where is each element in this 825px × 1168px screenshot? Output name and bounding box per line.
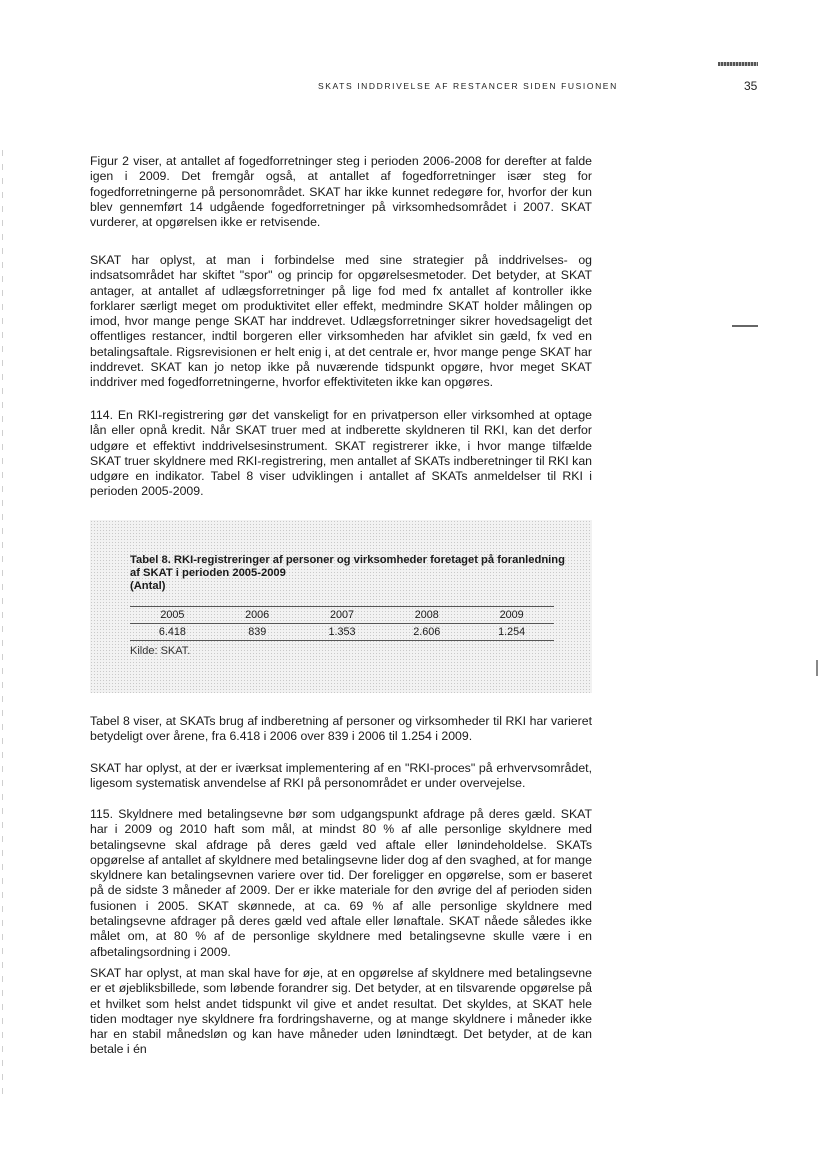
table-8-panel: [90, 520, 592, 693]
column-header: 2005: [160, 609, 185, 621]
table-caption-line: af SKAT i perioden 2005-2009: [130, 567, 286, 579]
column-header: 2009: [499, 609, 524, 621]
table-source: Kilde: SKAT.: [130, 645, 191, 657]
paragraph-figur-2: Figur 2 viser, at antallet af fogedforretninger steg i perioden 2006-2008 for derefter at falde igen i 2009. Det fremgår også, at antallet af fogedforretninger især steg for fogedforretningerne på personområdet. SKAT har ikke kunnet redegøre for, hvorfor der kun blev gennemført 14 udgående fogedforretninger på virksomhedsområdet i 2007. SKAT vurderer, at opgørelsen ikke er retvisende.: [90, 154, 592, 230]
column-header: 2006: [245, 609, 270, 621]
table-cell: 1.254: [498, 626, 526, 638]
paragraph-rki-proces: SKAT har oplyst, at der er iværksat implementering af en "RKI-proces" på erhvervsområdet, ligesom systematisk anvendelse af RKI på personområdet er under overvejelse.: [90, 761, 592, 791]
paragraph-betalingsevne: SKAT har oplyst, at man skal have for øje, at en opgørelse af skyldnere med betalingsevne er et øjebliksbillede, som løbende forandrer sig. Det betyder, at en tilsvarende opgørelse på et hvilket som helst andet tidspunkt vil give et andet resultat. Det skyldes, at SKAT hele tiden modtager nye skyldnere fra fordringshaverne, og at mange skyldnere i måneder ikke har en stabil månedsløn og kan have måneder uden lønindtægt. Det betyder, at de kan betale i én: [90, 966, 592, 1057]
table-header-row: [130, 607, 554, 624]
table-caption-line: (Antal): [130, 580, 166, 592]
scan-artifact-right-edge: [816, 660, 818, 676]
table-row: [130, 624, 554, 641]
table-8: [130, 606, 554, 641]
table-cell: 2.606: [413, 626, 441, 638]
paragraph-115: 115. Skyldnere med betalingsevne bør som udgangspunkt afdrage på deres gæld. SKAT har i 2009 og 2010 haft som mål, at mindst 80 % af alle personlige skyldnere med betalingsevne skal afdrage på deres gæld ved aftale eller lønindeholdelse. SKATs opgørelse af antallet af skyldnere med betalingsevne lider dog af den svaghed, at for mange skyldnere kan betalingsevnen variere over tid. Der foreligger en opgørelse, som er baseret på de sidste 3 måneder af 2009. Der er ikke materiale for den øvrige del af perioden siden fusionen i 2005. SKAT skønnede, at ca. 69 % af alle personlige skyldnere med betalingsevne afdrager på deres gæld ved aftale eller lønaftale. SKAT nåede således ikke målet om, at 80 % af de personlige skyldnere med betalingsevne skulle være i en afbetalingsordning i 2009.: [90, 807, 592, 959]
table-8-caption: [130, 554, 570, 593]
table-cell: 6.418: [158, 626, 186, 638]
page-number: 35: [744, 79, 758, 93]
table-cell: 1.353: [328, 626, 356, 638]
paragraph-tabel-8: Tabel 8 viser, at SKATs brug af indberetning af personer og virksomheder til RKI har varieret betydeligt over årene, fra 6.418 i 2006 over 839 i 2006 til 1.254 i 2009.: [90, 714, 592, 744]
scan-artifact-margin: [732, 325, 758, 327]
paragraph-114: 114. En RKI-registrering gør det vanskeligt for en privatperson eller virksomhed at optage lån eller opnå kredit. Når SKAT truer med at indberette skyldneren til RKI, kan det derfor udgøre et effektivt inddrivelsesinstrument. SKAT registrerer ikke, i hvor mange tilfælde SKAT truer skyldnere med RKI-registrering, men antallet af SKATs indberetninger til RKI kan udgøre en indikator. Tabel 8 viser udviklingen i antallet af SKATs anmeldelser til RKI i perioden 2005-2009.: [90, 408, 592, 499]
table-cell: 839: [248, 626, 267, 638]
paragraph-strategi: SKAT har oplyst, at man i forbindelse med sine strategier på inddrivelses- og indsatsområdet har skiftet "spor" og princip for opgørelsesmetoder. Det betyder, at SKAT antager, at antallet af udlægsforretninger på lige fod med fx antallet af kontroller ikke forklarer særligt meget om produktivitet eller effekt, medmindre SKAT holder målingen op imod, hvor mange penge SKAT har inddrevet. Udlægsforretninger sikrer hovedsageligt det offentliges restancer, indtil borgeren eller virksomheden har afviklet sin gæld, fx ved en betalingsaftale. Rigsrevisionen er helt enig i, at det centrale er, hvor mange penge SKAT har inddrevet. SKAT kan jo netop ikke på nuværende tidspunkt opgøre, hvor meget SKAT inddriver med fogedforretningerne, hvorfor effektiviteten ikke kan opgøres.: [90, 253, 592, 390]
table-caption-line: Tabel 8. RKI-registreringer af personer og virksomheder foretaget på foranledning: [130, 554, 565, 566]
scan-artifact-left-edge: [2, 150, 3, 1100]
column-header: 2007: [329, 609, 354, 621]
scan-artifact-top: [718, 62, 758, 66]
column-header: 2008: [414, 609, 439, 621]
running-head: SKATS INDDRIVELSE AF RESTANCER SIDEN FUSIONEN: [318, 81, 618, 91]
